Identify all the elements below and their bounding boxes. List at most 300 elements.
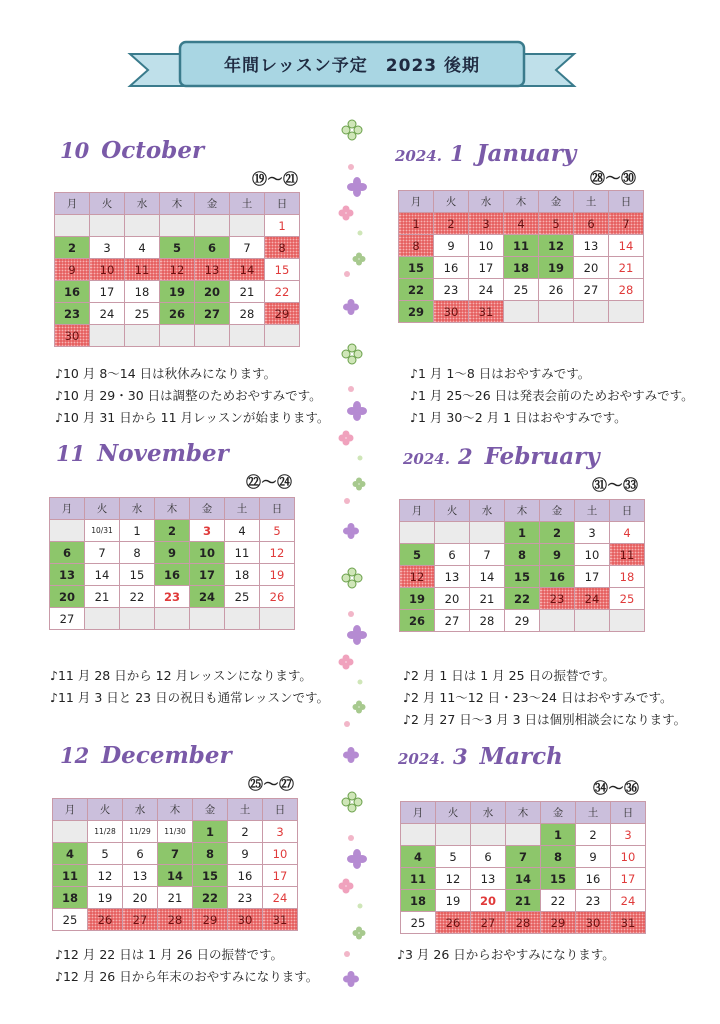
weekday-label: 金 bbox=[541, 802, 576, 824]
month-heading-oct bbox=[60, 137, 204, 164]
day-cell: 24 bbox=[469, 279, 504, 301]
weekday-label: 月 bbox=[53, 799, 88, 821]
day-cell: 11/29 bbox=[123, 821, 158, 843]
day-cell: 12 bbox=[88, 865, 123, 887]
empty-cell bbox=[506, 824, 541, 846]
weekday-label: 日 bbox=[260, 498, 295, 520]
week-row bbox=[53, 909, 298, 931]
day-cell: 31 bbox=[469, 301, 504, 323]
flower-icon bbox=[346, 176, 368, 198]
day-cell: 26 bbox=[436, 912, 471, 934]
flower-icon bbox=[343, 950, 351, 958]
empty-cell bbox=[125, 215, 160, 237]
day-cell: 8 bbox=[505, 544, 540, 566]
day-cell: 11 bbox=[225, 542, 260, 564]
day-cell: 24 bbox=[190, 586, 225, 608]
weekday-label: 金 bbox=[195, 193, 230, 215]
week-row bbox=[53, 821, 298, 843]
weekday-label: 日 bbox=[611, 802, 646, 824]
day-cell: 21 bbox=[230, 281, 265, 303]
weekday-label: 金 bbox=[190, 498, 225, 520]
lesson-weeks-feb: ㉛〜㉝ bbox=[592, 476, 639, 494]
day-cell: 12 bbox=[539, 235, 574, 257]
day-cell: 22 bbox=[120, 586, 155, 608]
day-cell: 9 bbox=[434, 235, 469, 257]
weekday-label: 火 bbox=[434, 191, 469, 213]
week-row bbox=[400, 522, 645, 544]
empty-cell bbox=[540, 610, 575, 632]
day-cell: 13 bbox=[435, 566, 470, 588]
day-cell: 4 bbox=[53, 843, 88, 865]
weekday-header-row bbox=[399, 191, 644, 213]
weekday-header-row bbox=[50, 498, 295, 520]
day-cell: 26 bbox=[400, 610, 435, 632]
day-cell: 22 bbox=[265, 281, 300, 303]
week-row bbox=[50, 586, 295, 608]
empty-cell bbox=[230, 325, 265, 347]
week-row bbox=[401, 890, 646, 912]
flower-icon bbox=[343, 497, 351, 505]
note-line: ♪10 月 31 日から 11 月レッスンが始まります。 bbox=[55, 410, 330, 425]
day-cell: 5 bbox=[160, 237, 195, 259]
day-cell: 4 bbox=[610, 522, 645, 544]
weekday-label: 土 bbox=[225, 498, 260, 520]
month-heading-dec bbox=[60, 742, 232, 769]
day-cell: 1 bbox=[505, 522, 540, 544]
week-row bbox=[399, 257, 644, 279]
day-cell: 25 bbox=[53, 909, 88, 931]
empty-cell bbox=[574, 301, 609, 323]
day-cell: 10 bbox=[90, 259, 125, 281]
note-line: ♪2 月 27 日〜3 月 3 日は個別相談会になります。 bbox=[403, 712, 687, 727]
day-cell: 12 bbox=[400, 566, 435, 588]
day-cell: 21 bbox=[506, 890, 541, 912]
day-cell: 10 bbox=[611, 846, 646, 868]
empty-cell bbox=[90, 325, 125, 347]
weekday-label: 火 bbox=[85, 498, 120, 520]
day-cell: 23 bbox=[55, 303, 90, 325]
day-cell: 2 bbox=[155, 520, 190, 542]
empty-cell bbox=[401, 824, 436, 846]
day-cell: 19 bbox=[436, 890, 471, 912]
calendar-oct bbox=[54, 192, 300, 347]
empty-cell bbox=[400, 522, 435, 544]
day-cell: 27 bbox=[574, 279, 609, 301]
month-heading-feb bbox=[403, 443, 600, 470]
month-heading-nov bbox=[56, 440, 229, 467]
empty-cell bbox=[610, 610, 645, 632]
weekday-header-row bbox=[53, 799, 298, 821]
flower-icon bbox=[352, 252, 366, 266]
day-cell: 11 bbox=[401, 868, 436, 890]
weekday-label: 日 bbox=[263, 799, 298, 821]
day-cell: 15 bbox=[120, 564, 155, 586]
day-cell: 28 bbox=[609, 279, 644, 301]
day-cell: 10 bbox=[190, 542, 225, 564]
note-line: ♪10 月 8〜14 日は秋休みになります。 bbox=[55, 366, 277, 381]
weekday-label: 土 bbox=[576, 802, 611, 824]
weekday-label: 日 bbox=[265, 193, 300, 215]
day-cell: 25 bbox=[225, 586, 260, 608]
day-cell: 17 bbox=[611, 868, 646, 890]
flower-icon bbox=[342, 970, 360, 988]
weekday-label: 木 bbox=[160, 193, 195, 215]
day-cell: 18 bbox=[610, 566, 645, 588]
week-row bbox=[53, 865, 298, 887]
calendar-nov bbox=[49, 497, 295, 630]
page-title: 年間レッスン予定 2023 後期 bbox=[223, 56, 481, 76]
empty-cell bbox=[90, 215, 125, 237]
empty-cell bbox=[55, 215, 90, 237]
lesson-weeks-dec: ㉕〜㉗ bbox=[248, 775, 295, 793]
calendar-mar bbox=[400, 801, 646, 934]
day-cell: 19 bbox=[88, 887, 123, 909]
weekday-label: 水 bbox=[469, 191, 504, 213]
day-cell: 11/28 bbox=[88, 821, 123, 843]
day-cell: 19 bbox=[160, 281, 195, 303]
day-cell: 15 bbox=[265, 259, 300, 281]
day-cell: 29 bbox=[193, 909, 228, 931]
day-cell: 6 bbox=[195, 237, 230, 259]
week-row bbox=[399, 213, 644, 235]
day-cell: 16 bbox=[540, 566, 575, 588]
day-cell: 25 bbox=[504, 279, 539, 301]
weekday-label: 金 bbox=[193, 799, 228, 821]
flower-icon bbox=[338, 654, 354, 670]
day-cell: 4 bbox=[225, 520, 260, 542]
flower-icon bbox=[338, 205, 354, 221]
flower-icon bbox=[352, 700, 366, 714]
day-cell: 7 bbox=[158, 843, 193, 865]
month-name: November bbox=[97, 440, 229, 467]
day-cell: 9 bbox=[155, 542, 190, 564]
empty-cell bbox=[471, 824, 506, 846]
flower-icon bbox=[357, 903, 363, 909]
empty-cell bbox=[575, 610, 610, 632]
month-number: 12 bbox=[60, 743, 90, 768]
day-cell: 15 bbox=[193, 865, 228, 887]
day-cell: 21 bbox=[85, 586, 120, 608]
day-cell: 8 bbox=[265, 237, 300, 259]
day-cell: 26 bbox=[260, 586, 295, 608]
day-cell: 12 bbox=[260, 542, 295, 564]
week-row bbox=[50, 608, 295, 630]
day-cell: 20 bbox=[50, 586, 85, 608]
weekday-label: 月 bbox=[401, 802, 436, 824]
empty-cell bbox=[504, 301, 539, 323]
day-cell: 10/31 bbox=[85, 520, 120, 542]
day-cell: 17 bbox=[90, 281, 125, 303]
empty-cell bbox=[125, 325, 160, 347]
weekday-label: 月 bbox=[50, 498, 85, 520]
day-cell: 3 bbox=[90, 237, 125, 259]
month-number: 2 bbox=[457, 444, 473, 469]
year-label: 2024. bbox=[403, 450, 450, 468]
notes-dec bbox=[55, 944, 318, 988]
day-cell: 11 bbox=[610, 544, 645, 566]
notes-feb bbox=[403, 665, 686, 731]
notes-mar bbox=[397, 944, 615, 966]
month-number: 10 bbox=[60, 138, 90, 163]
day-cell: 31 bbox=[611, 912, 646, 934]
day-cell: 23 bbox=[434, 279, 469, 301]
day-cell: 7 bbox=[609, 213, 644, 235]
empty-cell bbox=[120, 608, 155, 630]
year-label: 2024. bbox=[395, 147, 442, 165]
day-cell: 21 bbox=[158, 887, 193, 909]
empty-cell bbox=[50, 520, 85, 542]
weekday-label: 金 bbox=[540, 500, 575, 522]
empty-cell bbox=[470, 522, 505, 544]
calendar-jan bbox=[398, 190, 644, 323]
weekday-label: 木 bbox=[506, 802, 541, 824]
day-cell: 6 bbox=[471, 846, 506, 868]
day-cell: 18 bbox=[225, 564, 260, 586]
flower-icon bbox=[347, 834, 355, 842]
day-cell: 28 bbox=[158, 909, 193, 931]
day-cell: 17 bbox=[469, 257, 504, 279]
day-cell: 22 bbox=[541, 890, 576, 912]
flower-icon bbox=[347, 385, 355, 393]
note-line: ♪12 月 22 日は 1 月 26 日の振替です。 bbox=[55, 947, 283, 962]
day-cell: 17 bbox=[190, 564, 225, 586]
day-cell: 28 bbox=[230, 303, 265, 325]
day-cell: 27 bbox=[50, 608, 85, 630]
day-cell: 8 bbox=[399, 235, 434, 257]
day-cell: 29 bbox=[265, 303, 300, 325]
month-name: March bbox=[479, 743, 563, 770]
day-cell: 4 bbox=[125, 237, 160, 259]
week-row bbox=[400, 588, 645, 610]
lesson-weeks-mar: ㉞〜㊱ bbox=[593, 779, 640, 797]
notes-nov bbox=[50, 665, 329, 709]
day-cell: 9 bbox=[540, 544, 575, 566]
day-cell: 6 bbox=[435, 544, 470, 566]
weekday-label: 木 bbox=[155, 498, 190, 520]
day-cell: 23 bbox=[540, 588, 575, 610]
day-cell: 27 bbox=[123, 909, 158, 931]
day-cell: 3 bbox=[575, 522, 610, 544]
day-cell: 20 bbox=[195, 281, 230, 303]
day-cell: 13 bbox=[123, 865, 158, 887]
day-cell: 9 bbox=[228, 843, 263, 865]
week-row bbox=[400, 544, 645, 566]
weekday-label: 水 bbox=[120, 498, 155, 520]
weekday-label: 水 bbox=[471, 802, 506, 824]
day-cell: 14 bbox=[230, 259, 265, 281]
day-cell: 8 bbox=[120, 542, 155, 564]
title-banner bbox=[122, 36, 582, 98]
day-cell: 11 bbox=[125, 259, 160, 281]
day-cell: 14 bbox=[85, 564, 120, 586]
day-cell: 22 bbox=[505, 588, 540, 610]
note-line: ♪10 月 29・30 日は調整のためおやすみです。 bbox=[55, 388, 322, 403]
day-cell: 16 bbox=[155, 564, 190, 586]
day-cell: 29 bbox=[399, 301, 434, 323]
day-cell: 9 bbox=[55, 259, 90, 281]
weekday-label: 月 bbox=[400, 500, 435, 522]
day-cell: 2 bbox=[576, 824, 611, 846]
day-cell: 6 bbox=[50, 542, 85, 564]
month-number: 11 bbox=[56, 441, 86, 466]
day-cell: 12 bbox=[436, 868, 471, 890]
day-cell: 30 bbox=[55, 325, 90, 347]
weekday-label: 水 bbox=[123, 799, 158, 821]
flower-icon bbox=[346, 400, 368, 422]
day-cell: 1 bbox=[193, 821, 228, 843]
note-line: ♪11 月 28 日から 12 月レッスンになります。 bbox=[50, 668, 312, 683]
day-cell: 4 bbox=[504, 213, 539, 235]
week-row bbox=[50, 564, 295, 586]
weekday-label: 木 bbox=[504, 191, 539, 213]
day-cell: 5 bbox=[400, 544, 435, 566]
day-cell: 19 bbox=[260, 564, 295, 586]
week-row bbox=[401, 824, 646, 846]
day-cell: 13 bbox=[50, 564, 85, 586]
lesson-weeks-jan: ㉘〜㉚ bbox=[590, 169, 637, 187]
flower-icon bbox=[343, 720, 351, 728]
weekday-label: 土 bbox=[230, 193, 265, 215]
day-cell: 29 bbox=[541, 912, 576, 934]
weekday-label: 水 bbox=[125, 193, 160, 215]
day-cell: 29 bbox=[505, 610, 540, 632]
day-cell: 16 bbox=[576, 868, 611, 890]
weekday-label: 月 bbox=[55, 193, 90, 215]
calendar-feb bbox=[399, 499, 645, 632]
day-cell: 1 bbox=[541, 824, 576, 846]
flower-icon bbox=[340, 566, 364, 590]
note-line: ♪2 月 1 日は 1 月 25 日の振替です。 bbox=[403, 668, 616, 683]
day-cell: 6 bbox=[123, 843, 158, 865]
empty-cell bbox=[190, 608, 225, 630]
day-cell: 18 bbox=[401, 890, 436, 912]
day-cell: 14 bbox=[609, 235, 644, 257]
flower-icon bbox=[357, 230, 363, 236]
day-cell: 24 bbox=[611, 890, 646, 912]
week-row bbox=[55, 281, 300, 303]
note-line: ♪1 月 25〜26 日は発表会前のためおやすみです。 bbox=[410, 388, 694, 403]
day-cell: 2 bbox=[434, 213, 469, 235]
day-cell: 27 bbox=[471, 912, 506, 934]
day-cell: 3 bbox=[611, 824, 646, 846]
note-line: ♪12 月 26 日から年末のおやすみになります。 bbox=[55, 969, 319, 984]
weekday-label: 木 bbox=[505, 500, 540, 522]
day-cell: 25 bbox=[401, 912, 436, 934]
day-cell: 2 bbox=[55, 237, 90, 259]
notes-oct bbox=[55, 363, 329, 429]
day-cell: 16 bbox=[55, 281, 90, 303]
day-cell: 5 bbox=[88, 843, 123, 865]
week-row bbox=[55, 303, 300, 325]
week-row bbox=[400, 610, 645, 632]
month-name: February bbox=[484, 443, 600, 470]
day-cell: 18 bbox=[125, 281, 160, 303]
day-cell: 15 bbox=[505, 566, 540, 588]
day-cell: 1 bbox=[120, 520, 155, 542]
day-cell: 5 bbox=[436, 846, 471, 868]
month-heading-mar bbox=[398, 743, 563, 770]
day-cell: 22 bbox=[193, 887, 228, 909]
day-cell: 7 bbox=[506, 846, 541, 868]
day-cell: 2 bbox=[228, 821, 263, 843]
day-cell: 14 bbox=[470, 566, 505, 588]
calendar-dec bbox=[52, 798, 298, 931]
week-row bbox=[55, 325, 300, 347]
flower-icon bbox=[357, 455, 363, 461]
weekday-label: 日 bbox=[609, 191, 644, 213]
day-cell: 1 bbox=[265, 215, 300, 237]
lesson-weeks-nov: ㉒〜㉔ bbox=[246, 473, 293, 491]
day-cell: 27 bbox=[435, 610, 470, 632]
day-cell: 3 bbox=[190, 520, 225, 542]
week-row bbox=[399, 301, 644, 323]
day-cell: 4 bbox=[401, 846, 436, 868]
day-cell: 11/30 bbox=[158, 821, 193, 843]
day-cell: 26 bbox=[88, 909, 123, 931]
day-cell: 6 bbox=[574, 213, 609, 235]
day-cell: 25 bbox=[610, 588, 645, 610]
day-cell: 21 bbox=[609, 257, 644, 279]
weekday-label: 火 bbox=[90, 193, 125, 215]
day-cell: 26 bbox=[539, 279, 574, 301]
day-cell: 18 bbox=[504, 257, 539, 279]
day-cell: 8 bbox=[541, 846, 576, 868]
weekday-label: 火 bbox=[436, 802, 471, 824]
flower-icon bbox=[352, 926, 366, 940]
lesson-weeks-oct: ⑲〜㉑ bbox=[252, 170, 299, 188]
empty-cell bbox=[436, 824, 471, 846]
day-cell: 28 bbox=[470, 610, 505, 632]
flower-icon bbox=[347, 610, 355, 618]
month-number: 1 bbox=[449, 141, 465, 166]
flower-icon bbox=[340, 342, 364, 366]
day-cell: 10 bbox=[263, 843, 298, 865]
day-cell: 1 bbox=[399, 213, 434, 235]
day-cell: 30 bbox=[434, 301, 469, 323]
day-cell: 13 bbox=[195, 259, 230, 281]
flower-icon bbox=[343, 270, 351, 278]
day-cell: 8 bbox=[193, 843, 228, 865]
day-cell: 19 bbox=[539, 257, 574, 279]
week-row bbox=[401, 846, 646, 868]
week-row bbox=[55, 215, 300, 237]
month-heading-jan bbox=[395, 140, 576, 167]
day-cell: 20 bbox=[435, 588, 470, 610]
day-cell: 14 bbox=[506, 868, 541, 890]
day-cell: 17 bbox=[263, 865, 298, 887]
weekday-label: 火 bbox=[435, 500, 470, 522]
day-cell: 24 bbox=[90, 303, 125, 325]
empty-cell bbox=[53, 821, 88, 843]
day-cell: 30 bbox=[576, 912, 611, 934]
day-cell: 17 bbox=[575, 566, 610, 588]
weekday-header-row bbox=[401, 802, 646, 824]
day-cell: 11 bbox=[504, 235, 539, 257]
weekday-label: 土 bbox=[575, 500, 610, 522]
day-cell: 11 bbox=[53, 865, 88, 887]
flower-icon bbox=[352, 477, 366, 491]
weekday-label: 土 bbox=[574, 191, 609, 213]
day-cell: 30 bbox=[228, 909, 263, 931]
day-cell: 7 bbox=[85, 542, 120, 564]
week-row bbox=[55, 237, 300, 259]
weekday-label: 木 bbox=[158, 799, 193, 821]
day-cell: 23 bbox=[155, 586, 190, 608]
empty-cell bbox=[195, 325, 230, 347]
month-number: 3 bbox=[452, 744, 468, 769]
flower-icon bbox=[346, 848, 368, 870]
day-cell: 24 bbox=[575, 588, 610, 610]
